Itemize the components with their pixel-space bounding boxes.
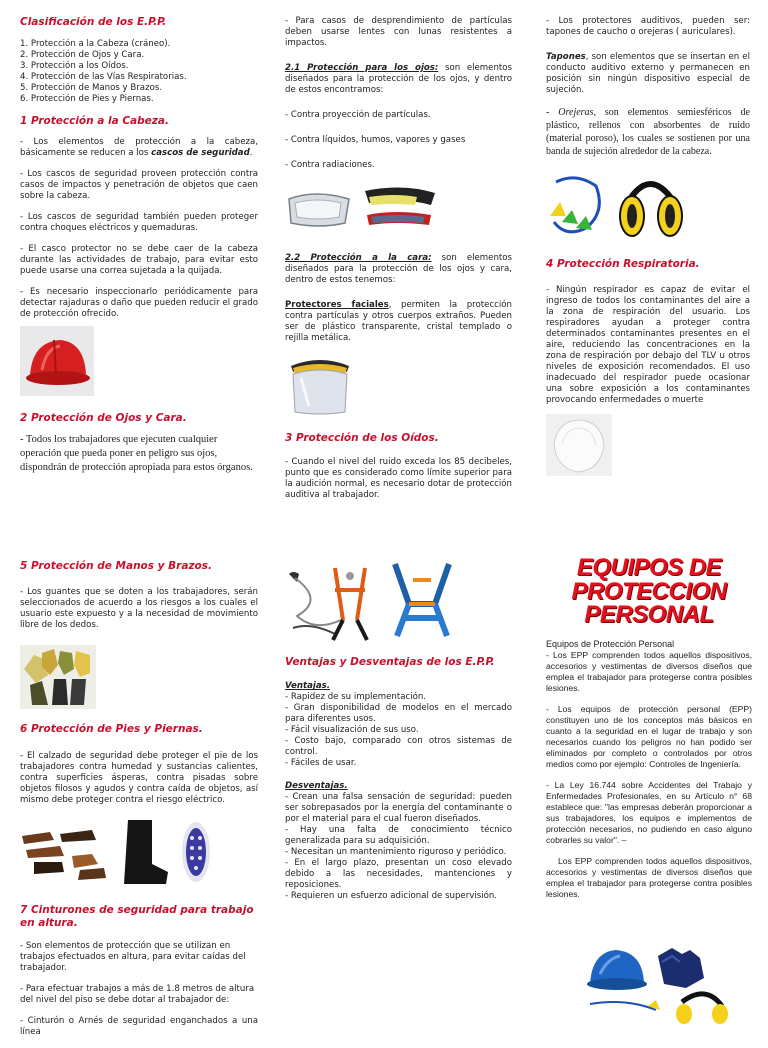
advantages-title: Ventajas y Desventajas de los E.P.P. [285, 656, 495, 668]
advantages-list [285, 692, 512, 769]
list-item: - Necesitan un mantenimiento riguroso y periódico. [285, 847, 507, 858]
section-2-title: 2 Protección de Ojos y Cara. [20, 411, 187, 424]
hearing-intro-paragraph: - Los protectores auditivos, pueden ser: tapones de caucho o orejeras ( auriculares). [546, 16, 750, 37]
eye-intro-paragraph: - Para casos de desprendimiento de partículas deben usarse lentes con lunas resistentes a impactos. [285, 16, 512, 48]
earplugs-paragraph: Tapones, son elementos que se insertan en el conducto auditivo externo y permanecen en posición sin ningún dispositivo especial de sujeción. [546, 52, 750, 95]
classification-list [20, 39, 258, 105]
safety-harness-image [285, 560, 491, 644]
column-2 [285, 16, 512, 511]
list-item: 2. Protección de Ojos y Cara. [20, 50, 145, 61]
list-item: - Crean una falsa sensación de seguridad: pueden ser sobrepasados por la energía del contaminante o por el material para el cual fueron diseñados. [285, 792, 512, 825]
section-7-paragraph: - Son elementos de protección que se utilizan en trabajos efectuados en altura, para evitar caídas del trabajador. [20, 940, 246, 973]
section-1-paragraph: - Es necesario inspeccionarlo periódicamente para detectar rajaduras o daño que pueden reducir el grado de protección ofrecido. [20, 286, 258, 319]
list-item: - Rapidez de su implementación. [285, 692, 427, 703]
disadvantages-list [285, 792, 512, 902]
section-3-paragraph: - Cuando el nivel del ruido exceda los 85 decibeles, punto que es considerado como límite superior para la audición normal, es necesario dotar de protección auditiva al trabajador. [285, 457, 512, 501]
list-item: - Requieren un esfuerzo adicional de supervisión. [285, 891, 498, 902]
section-5-paragraph: - Los guantes que se doten a los trabajadores, serán seleccionados de acuerdo a los riesgos a los cuales el usuario este expuesto y a la necesidad de movimiento libre de los dedos. [20, 587, 258, 631]
list-item: - Costo bajo, comparado con otros sistemas de control. [285, 736, 512, 758]
safety-glasses-image [285, 183, 445, 239]
cover-paragraph: - Los EPP comprenden todos aquellos dispositivos, accesorios y vestimentas de diversos diseños que emplea el trabajador para protegerse contra posibles lesiones. [546, 650, 752, 694]
face-shield-paragraph: Protectores faciales, permiten la protección contra partículas y otros cuerpos extraños. Pueden ser de plástico transparente, cristal templado o rejilla metálica. [285, 300, 512, 343]
face-shield-image [285, 354, 355, 416]
list-item: - En el largo plazo, presentan un coso elevado debido a las necesidades, mantenciones y reposiciones. [285, 858, 512, 891]
section-1-paragraph: - El casco protector no se debe caer de la cabeza durante las actividades de trabajo, para evitar esto puede usarse una correa sujetada a la quijada. [20, 243, 258, 276]
cover-paragraph: Los EPP comprenden todos aquellos dispositivos, accesorios y vestimentas de diversos diseños que emplea el trabajador para protegerse contra posibles lesiones. [546, 856, 752, 900]
section-4-title: 4 Protección Respiratoria. [546, 258, 700, 270]
hearing-protectors-image [546, 172, 696, 244]
cover-paragraph: - Los equipos de protección personal (EPP) constituyen uno de los conceptos más básicos en cuanto a la seguridad en el lugar de trabajo y son necesarios cuando los peligros no han podido ser eliminados por completo o controlados por otros medios como por ejemplo: Controles de Ingeniería. [546, 704, 752, 770]
eye-protection-item: - Contra radiaciones. [285, 160, 375, 170]
hard-hat-image [20, 326, 94, 396]
advantages-label: Ventajas. [285, 681, 331, 692]
list-item: - Gran disponibilidad de modelos en el mercado para diferentes usos. [285, 703, 512, 725]
safety-footwear-image [20, 816, 220, 890]
section-3-title: 3 Protección de los Oídos. [285, 432, 439, 444]
list-item: - Hay una falta de conocimiento técnico generalizada para su adquisición. [285, 825, 512, 847]
respirator-mask-image [546, 414, 612, 476]
section-1-title: 1 Protección a la Cabeza. [20, 115, 169, 128]
cover-subtitle: Equipos de Protección Personal [546, 638, 675, 649]
gloves-image [20, 645, 96, 709]
eye-protection-paragraph: 2.1 Protección para los ojos: son elementos diseñados para la protección de los ojos, y dentro de estos encontramos: [285, 63, 512, 95]
list-item: - Fácil visualización de sus uso. [285, 725, 419, 736]
section-6-paragraph: - El calzado de seguridad debe proteger el pie de los trabajadores contra humedad y sustancias calientes, contra superficies ásperas, contra pisadas sobre objetos filosos y agudos y contra caída de objetos, así mismo debe proteger contra el riesgo eléctrico. [20, 750, 258, 805]
ppe-equipment-image [586, 944, 726, 1024]
section-7-paragraph: - Para efectuar trabajos a más de 1.8 metros de altura del nivel del piso se debe dotar al trabajador de: [20, 983, 255, 1005]
section-1-paragraph: - Los cascos de seguridad también pueden proteger contra choques eléctricos y quemaduras. [20, 211, 258, 233]
face-protection-paragraph: 2.2 Protección a la cara: son elementos diseñados para la protección de los ojos y cara, dentro de estos tenemos: [285, 253, 512, 285]
list-item: 5. Protección de Manos y Brazos. [20, 83, 163, 94]
section-6-title: 6 Protección de Pies y Piernas. [20, 723, 203, 736]
list-item: 4. Protección de las Vías Respiratorias. [20, 72, 187, 83]
list-item: - Fáciles de usar. [285, 758, 357, 769]
earmuffs-paragraph: - Orejeras, son elementos semiesféricos de plástico, rellenos con absorbentes de ruido (material poroso), los cuales se sostienen por una banda de sujeción alrededor de la cabeza. [546, 107, 750, 157]
eye-protection-item: - Contra líquidos, humos, vapores y gases [285, 135, 466, 145]
section-1-paragraph: - Los elementos de protección a la cabeza, básicamente se reducen a los cascos de seguridad. [20, 136, 258, 158]
section-7-title: 7 Cinturones de seguridad para trabajo en altura. [20, 903, 254, 930]
classification-title: Clasificación de los E.P.P. [20, 16, 167, 28]
section-4-paragraph: - Ningún respirador es capaz de evitar el ingreso de todos los contaminantes del aire a la zona de respiración del usuario. Los respiradores ayudan a proteger contra determinados contaminantes presentes en el aire, reduciendo las concentraciones en la zona de respiración por debajo del TLV u otros niveles de exposición recomendados. El uso inadecuado del respirador puede ocasionar una sobre exposición a los contaminantes provocando enfermedades o muerte [546, 285, 750, 406]
section-7-paragraph: - Cinturón o Arnés de seguridad enganchados a una línea [20, 1015, 258, 1037]
section-1-paragraph: - Los cascos de seguridad proveen protección contra casos de impactos y penetración de objetos que caen sobre la cabeza. [20, 168, 258, 201]
section-2-paragraph: - Todos los trabajadores que ejecuten cualquier operación que pueda poner en peligro sus ojos, dispondrán de protección apropiada para estos órganos. [20, 434, 253, 473]
eye-protection-item: - Contra proyección de partículas. [285, 110, 431, 120]
disadvantages-label: Desventajas. [285, 781, 348, 792]
cover-paragraph: - La Ley 16.744 sobre Accidentes del Trabajo y Enfermedades Profesionales, en su Artículo n° 68 establece que: "las empresas deberán proporcionar a sus trabajadores, los equipos e implementos de protección necesarios, no pudiendo en caso alguno cobrarles su valor". – [546, 780, 752, 846]
column-1 [20, 16, 258, 484]
section-5-title: 5 Protección de Manos y Brazos. [20, 560, 213, 572]
cover-title: EQUIPOS DE PROTECCION PERSONAL [571, 554, 727, 629]
column-2-bottom [285, 560, 512, 912]
list-item: 3. Protección a los Oídos. [20, 61, 129, 72]
column-1-bottom [20, 560, 258, 1048]
column-3 [546, 16, 750, 476]
list-item: 6. Protección de Pies y Piernas. [20, 94, 154, 105]
list-item: 1. Protección a la Cabeza (cráneo). [20, 39, 171, 50]
cover-panel [546, 556, 752, 910]
